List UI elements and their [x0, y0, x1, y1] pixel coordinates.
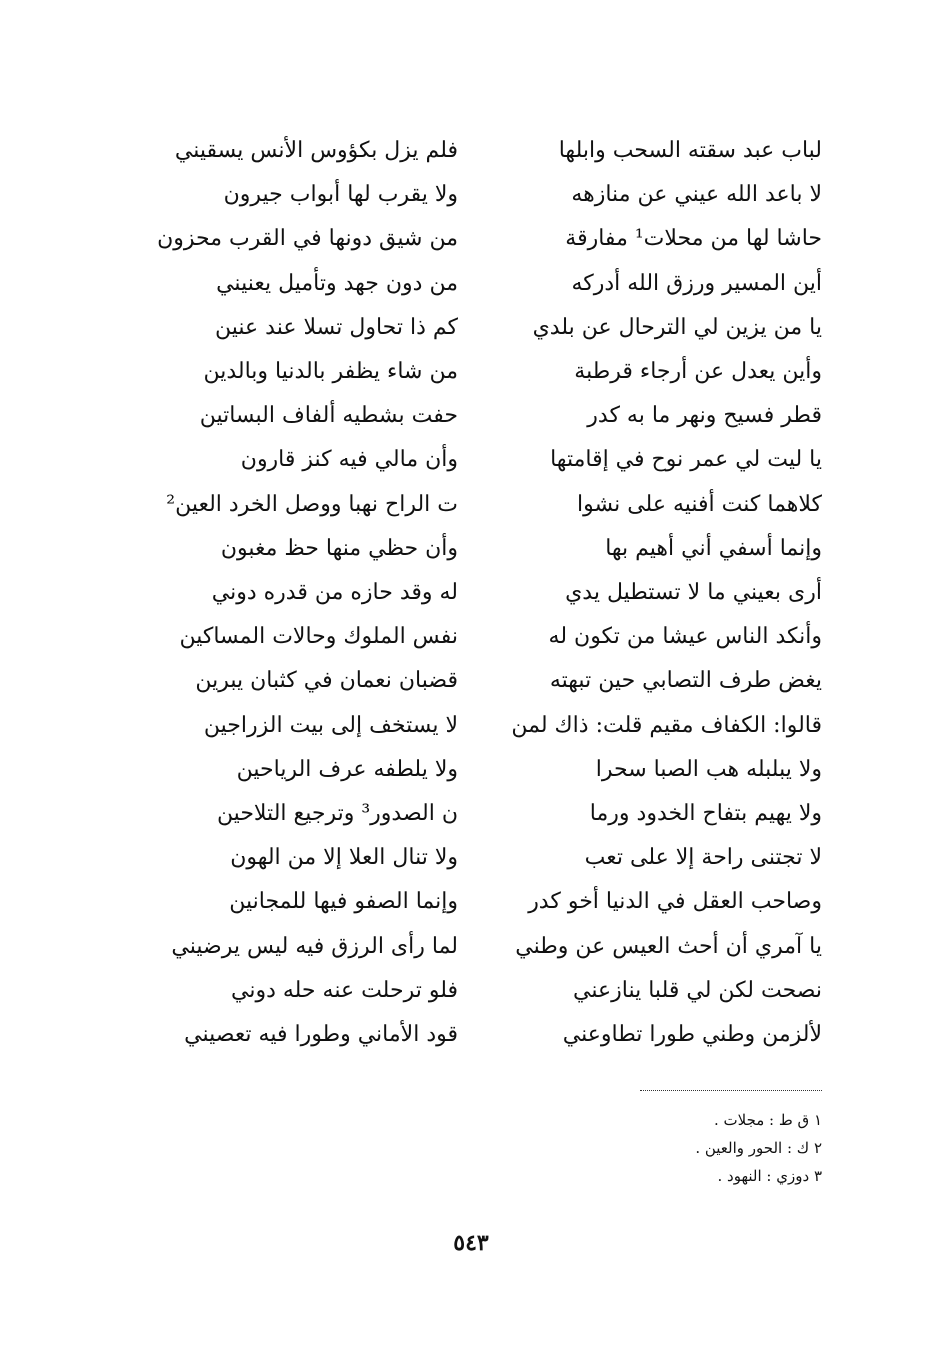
page-number: ٥٤٣	[453, 1230, 489, 1256]
verse-second-hemistich: من دون جهد وتأميل يعنيني	[216, 270, 458, 296]
verse-first-hemistich: يغض طرف التصابي حين تبهته	[549, 668, 822, 694]
footnotes	[522, 1106, 822, 1190]
verse-second-hemistich: لما رأى الرزق فيه ليس يرضيني	[171, 933, 458, 959]
verse-second-hemistich: وأن حظي منها حظ مغبون	[220, 535, 458, 561]
verse-first-hemistich: لباب عبد سقته السحب وابلها	[558, 138, 822, 163]
verse-first-hemistich: يا من يزين لي الترحال عن بلدي	[532, 314, 822, 340]
verse-second-hemistich: ن الصدور³ وترجيع التلاحين	[216, 801, 458, 826]
footnote-divider	[640, 1090, 822, 1091]
verse-first-hemistich: يا آمري أن أحث العيس عن وطني	[515, 933, 822, 959]
verse-second-hemistich: من شيق دونها في القرب محزون	[157, 226, 458, 252]
verse-first-hemistich: ولا يهيم بتفاح الخدود ورما	[589, 801, 822, 826]
verse-second-hemistich: ولا يقرب لها أبواب جيرون	[223, 182, 458, 208]
verse-second-hemistich: قود الأماني وطورا فيه تعصيني	[184, 1022, 458, 1047]
verse-first-hemistich: لا تجتنى راحة إلا على تعب	[584, 845, 822, 871]
verse-second-hemistich: كم ذا تحاول تسلا عند عنين	[215, 314, 458, 340]
verse-second-hemistich: فلم يزل بكؤوس الأنس يسقيني	[174, 138, 458, 163]
verse-first-hemistich: حاشا لها من محلات¹ مفارقة	[565, 226, 822, 252]
verse-first-hemistich: نصحت لكن لي قلبا ينازعني	[573, 977, 822, 1003]
verse-first-hemistich: قالوا: الكفاف مقيم قلت: ذاك لمن	[511, 712, 822, 738]
verse-second-hemistich: وإنما الصفو فيها للمجانين	[229, 889, 458, 915]
verse-first-hemistich: أين المسير ورزق الله أدركه	[571, 270, 822, 296]
footnote-2: ٢ ك : الحور والعين .	[695, 1139, 822, 1157]
verse-first-hemistich: كلاهما كنت أفنيه على نشوا	[577, 491, 822, 517]
verse-first-hemistich: لا باعد الله عيني عن منازهه	[571, 182, 822, 208]
verse-second-hemistich: نفس الملوك وحالات المساكين	[179, 624, 458, 650]
verse-second-hemistich: فلو ترحلت عنه حله دوني	[230, 977, 458, 1003]
verse-second-hemistich: ولا تنال العلا إلا من الهون	[230, 845, 458, 871]
verse-second-hemistich: له وقد حازه من قدره دوني	[211, 580, 458, 605]
verse-first-hemistich: ولا يبلبله هب الصبا سحرا	[595, 756, 822, 782]
verse-first-hemistich: قطر فسيح ونهر ما به كدر	[587, 403, 822, 429]
verse-second-hemistich: حفت بشطيه ألفاف البساتين	[199, 403, 458, 429]
verse-first-hemistich: وإنما أسفي أني أهيم بها	[605, 535, 822, 561]
verse-first-hemistich: لألزمن وطني طورا تطاوعني	[562, 1022, 822, 1047]
verse-first-hemistich: أرى بعيني ما لا تستطيل يدي	[565, 580, 822, 605]
verse-first-hemistich: يا ليت لي عمر نوح في إقامتها	[550, 447, 822, 473]
verse-second-hemistich: من شاء يظفر بالدنيا وبالدين	[203, 359, 458, 384]
verse-second-hemistich: قضبان نعمان في كثبان يبرين	[195, 668, 458, 694]
verse-second-hemistich: ت الراح نهبا ووصل الخرد العين²	[166, 491, 458, 517]
verse-first-hemistich: وأنكد الناس عيشا من تكون له	[548, 624, 822, 650]
poem-body	[118, 130, 822, 1090]
verse-second-hemistich: ولا يلطفه عرف الرياحين	[236, 756, 458, 782]
verse-first-hemistich: وأين يعدل عن أرجاء قرطبة	[574, 359, 822, 384]
verse-second-hemistich: لا يستخف إلى بيت الزراجين	[203, 712, 458, 738]
verse-first-hemistich: وصاحب العقل في الدنيا أخو كدر	[528, 889, 822, 915]
footnote-3: ٣ دوزي : النهود .	[717, 1167, 822, 1185]
verse-second-hemistich: وأن مالي فيه كنز قارون	[240, 447, 458, 473]
footnote-1: ١ ق ط : مجلات .	[713, 1111, 822, 1129]
